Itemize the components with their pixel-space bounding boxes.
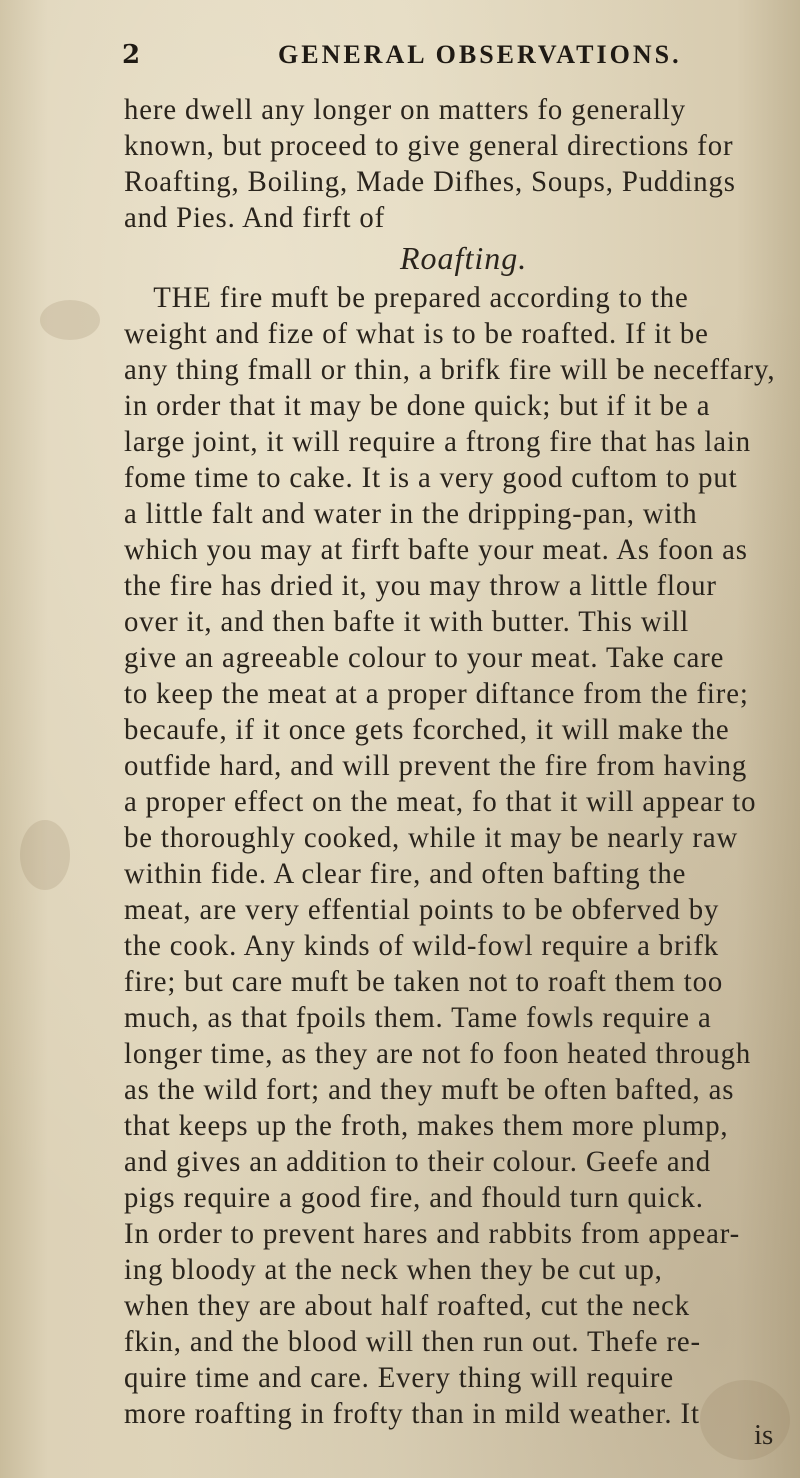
text-line: known, but proceed to give general directions for bbox=[124, 130, 734, 162]
text-line: pigs require a good fire, and fhould turn quick. bbox=[124, 1182, 704, 1214]
text-line: more roafting in frofty than in mild weather. It bbox=[124, 1398, 700, 1430]
text-line: ing bloody at the neck when they be cut up, bbox=[124, 1254, 663, 1286]
page-number: 2 bbox=[122, 40, 141, 70]
section-heading: Roafting. bbox=[400, 240, 528, 276]
paper-stain bbox=[20, 820, 70, 890]
text-line: fkin, and the blood will then run out. Thefe re- bbox=[124, 1326, 701, 1358]
text-line: in order that it may be done quick; but if it be a bbox=[124, 390, 711, 422]
page-header bbox=[0, 40, 800, 76]
text-line: and gives an addition to their colour. Geefe and bbox=[124, 1146, 711, 1178]
text-line: give an agreeable colour to your meat. Take care bbox=[124, 642, 725, 674]
text-line: the fire has dried it, you may throw a little flour bbox=[124, 570, 717, 602]
running-head: GENERAL OBSERVATIONS. bbox=[278, 40, 682, 69]
text-line: any thing fmall or thin, a brifk fire will be neceffary, bbox=[124, 354, 776, 386]
text-line: and Pies. And firft of bbox=[124, 202, 386, 234]
text-line: outfide hard, and will prevent the fire from having bbox=[124, 750, 748, 782]
text-line: over it, and then bafte it with butter. This will bbox=[124, 606, 690, 638]
text-line: a proper effect on the meat, fo that it will appear to bbox=[124, 786, 757, 818]
body-text bbox=[124, 92, 800, 1432]
text-line: as the wild fort; and they muft be often bafted, as bbox=[124, 1074, 735, 1106]
paragraph bbox=[124, 280, 800, 1432]
text-line: be thoroughly cooked, while it may be nearly raw bbox=[124, 822, 739, 854]
text-line: that keeps up the froth, makes them more plump, bbox=[124, 1110, 729, 1142]
text-line: fome time to cake. It is a very good cuftom to put bbox=[124, 462, 738, 494]
text-line: quire time and care. Every thing will require bbox=[124, 1362, 675, 1394]
text-line: within fide. A clear fire, and often bafting the bbox=[124, 858, 687, 890]
catchword: is bbox=[754, 1419, 774, 1451]
text-line: a little falt and water in the dripping-pan, with bbox=[124, 498, 698, 530]
text-line: the cook. Any kinds of wild-fowl require a brifk bbox=[124, 930, 720, 962]
paper-stain bbox=[40, 300, 100, 340]
text-line: THE fire muft be prepared according to the bbox=[153, 282, 689, 314]
text-line: to keep the meat at a proper diftance from the fire; bbox=[124, 678, 749, 710]
text-line: when they are about half roafted, cut the neck bbox=[124, 1290, 691, 1322]
text-line: which you may at firft bafte your meat. As foon as bbox=[124, 534, 748, 566]
text-line: weight and fize of what is to be roafted. If it be bbox=[124, 318, 709, 350]
text-line: meat, are very effential points to be obferved by bbox=[124, 894, 720, 926]
text-line: large joint, it will require a ftrong fire that has lain bbox=[124, 426, 751, 458]
text-line: much, as that fpoils them. Tame fowls require a bbox=[124, 1002, 712, 1034]
text-line: fire; but care muft be taken not to roaft them too bbox=[124, 966, 724, 998]
text-line: longer time, as they are not fo foon heated through bbox=[124, 1038, 752, 1070]
text-line: here dwell any longer on matters fo generally bbox=[124, 94, 686, 126]
text-line: In order to prevent hares and rabbits from appear- bbox=[124, 1218, 741, 1250]
text-line: Roafting, Boiling, Made Difhes, Soups, Puddings bbox=[124, 166, 736, 198]
text-line: becaufe, if it once gets fcorched, it will make the bbox=[124, 714, 730, 746]
